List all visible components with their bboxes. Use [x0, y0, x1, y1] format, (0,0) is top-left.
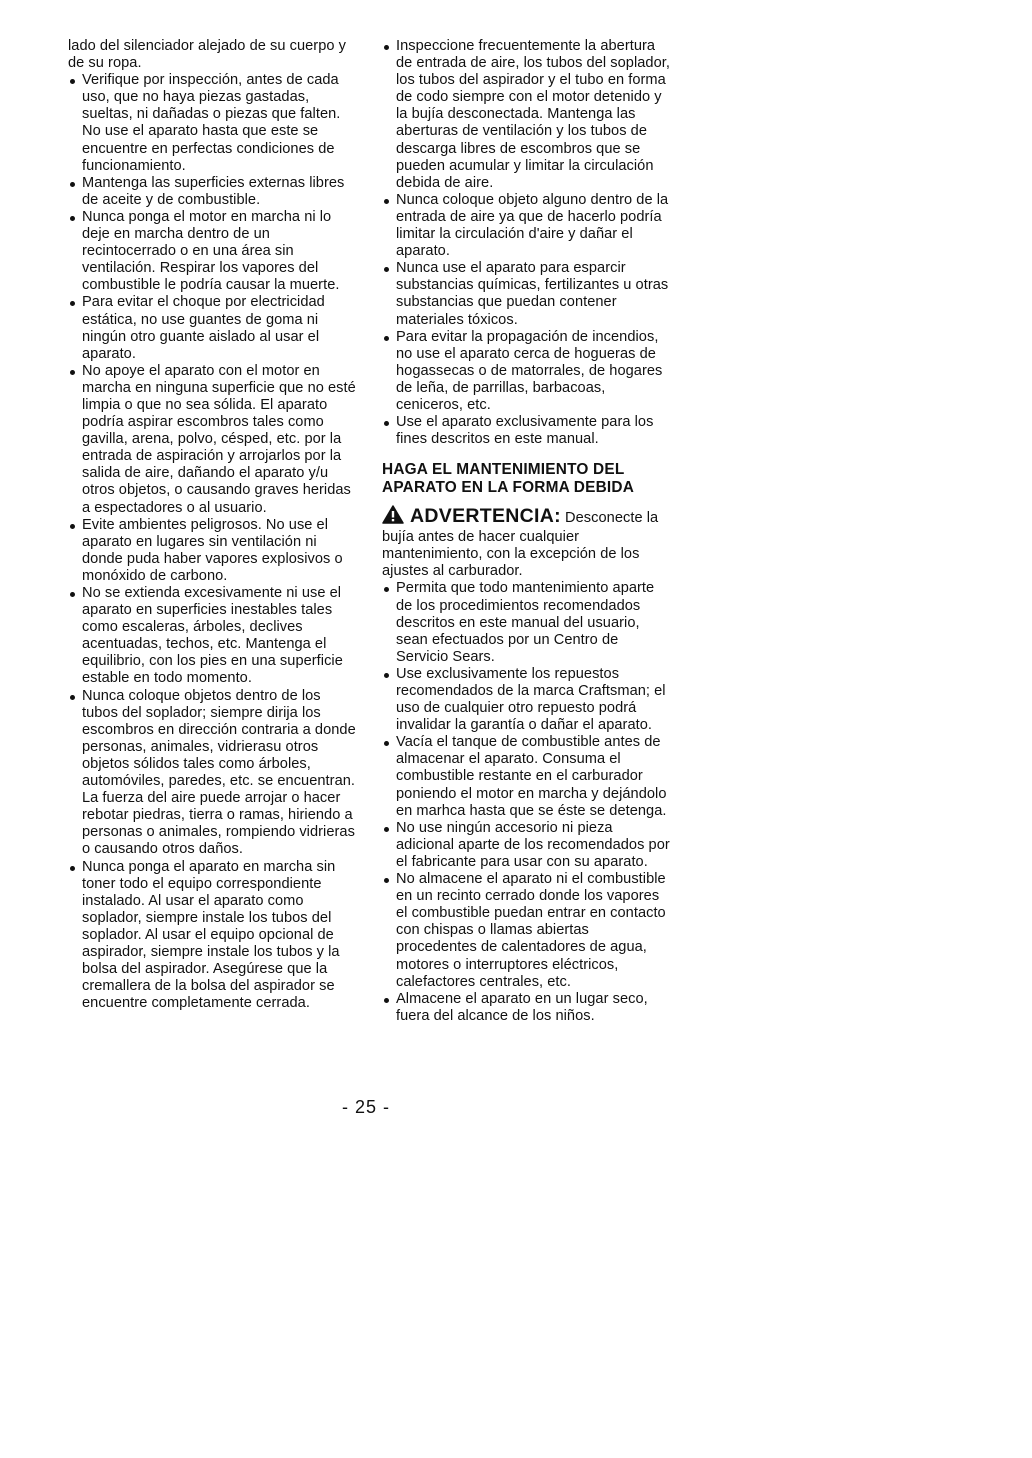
heading-line: HAGA EL MANTENIMIENTO DEL — [382, 461, 625, 479]
maintenance-heading — [382, 461, 672, 496]
safety-list-right — [382, 38, 672, 448]
list-item: Almacene el aparato en un lugar seco, fuera del alcance de los niños. — [382, 991, 672, 1025]
list-item: Inspeccione frecuentemente la abertura de entrada de aire, los tubos del soplador, los tubos del aspirador y el tubo en forma de codo siempre con el motor detenido y la bujía desconectada. Mantenga las aberturas de ventilación y los tubos de descarga libres de escombros que se pueden acumular y limitar la circulación debida de aire. — [382, 38, 672, 192]
warning-paragraph — [382, 505, 672, 580]
list-item: Use exclusivamente los repuestos recomendados de la marca Craftsman; el uso de cualquier otro repuesto podrá invalidar la garantía o dañar el aparato. — [382, 666, 672, 734]
list-item: No se extienda excesivamente ni use el aparato en superficies inestables tales como escaleras, árboles, declives acentuadas, techos, etc. Mantenga el equilibrio, con los pies en una superficie estable en todo momento. — [68, 585, 358, 688]
safety-list-left — [68, 72, 358, 1012]
list-item: Nunca ponga el aparato en marcha sin toner todo el equipo correspondiente instalado. Al usar el aparato como soplador, siempre instale los tubos del soplador. Al usar el equipo opcional de aspirador, siempre instale los tubos y la bolsa del aspirador. Asegúrese que la cremallera de la bolsa del aspirador se encuentre completamente cerrada. — [68, 859, 358, 1013]
list-item: Nunca ponga el motor en marcha ni lo deje en marcha dentro de un recintocerrado o en una área sin ventilación. Respirar los vapores del combustible le podría causar la muerte. — [68, 209, 358, 294]
list-item: Nunca coloque objetos dentro de los tubos del soplador; siempre dirija los escombros en dirección contraria a donde personas, animales, vidrierasu otros objetos sólidos tales como árboles, automóviles, paredes, etc. se encuentran. La fuerza del aire puede arrojar o hacer rebotar piedras, tierra o ramas, hiriendo a personas o animales, rompiendo vidrieras o causando otros daños. — [68, 688, 358, 859]
page-number: - 25 - — [341, 1097, 390, 1117]
list-item: Nunca use el aparato para esparcir substancias químicas, fertilizantes u otras substancias que puedan contener materiales tóxicos. — [382, 260, 672, 328]
left-column — [68, 38, 358, 1012]
maintenance-list — [382, 580, 672, 1024]
list-item: No apoye el aparato con el motor en marcha en ninguna superficie que no esté limpia o que no sea sólida. El aparato podría aspirar escombros tales como gavilla, arena, polvo, césped, etc. por la entrada de aspiración y arrojarlos por la salida de aire, dañando el aparato y/u otros objetos, o causando graves heridas a espectadores o al usuario. — [68, 363, 358, 517]
warning-triangle-icon — [382, 505, 404, 529]
list-item: Para evitar la propagación de incendios, no use el aparato cerca de hogueras de hogassecas o de matorrales, de hogares de leña, de parrillas, barbacoas, ceniceros, etc. — [382, 329, 672, 414]
list-item: Nunca coloque objeto alguno dentro de la entrada de aire ya que de hacerlo podría limitar la circulación d'aire y dañar el aparato. — [382, 192, 672, 260]
warning-text: Desconecte la bujía antes de hacer cualquier mantenimiento, con la excepción de los ajustes al carburador. — [382, 510, 659, 580]
list-item: Evite ambientes peligrosos. No use el aparato en lugares sin ventilación ni donde puda haber vapores explosivos o monóxido de carbono. — [68, 517, 358, 585]
list-item: No use ningún accesorio ni pieza adicional aparte de los recomendados por el fabricante para usar con su aparato. — [382, 820, 672, 871]
right-column — [382, 38, 672, 1025]
list-item: Para evitar el choque por electricidad estática, no use guantes de goma ni ningún otro guante aislado al usar el aparato. — [68, 294, 358, 362]
warning-label: ADVERTENCIA: — [410, 505, 561, 528]
list-item: Use el aparato exclusivamente para los fines descritos en este manual. — [382, 414, 672, 448]
list-item: Permita que todo mantenimiento aparte de los procedimientos recomendados descritos en este manual del usuario, sean efectuados por un Centro de Servicio Sears. — [382, 580, 672, 665]
continued-paragraph: lado del silenciador alejado de su cuerpo y de su ropa. — [68, 38, 346, 72]
list-item: No almacene el aparato ni el combustible en un recinto cerrado donde los vapores el combustible puedan entrar en contacto con chispas o llamas abiertas procedentes de calentadores de agua, motores o interruptores eléctricos, calefactores centrales, etc. — [382, 871, 672, 991]
list-item: Mantenga las superficies externas libres de aceite y de combustible. — [68, 175, 358, 209]
heading-line: APARATO EN LA FORMA DEBIDA — [382, 478, 635, 496]
list-item: Verifique por inspección, antes de cada uso, que no haya piezas gastadas, sueltas, ni dañadas o piezas que falten. No use el aparato hasta que este se encuentre en perfectas condiciones de funcionamiento. — [68, 72, 358, 175]
list-item: Vacía el tanque de combustible antes de almacenar el aparato. Consuma el combustible restante en el carburador poniendo el motor en marcha y dejándolo en marhca hasta que se éste se detenga. — [382, 734, 672, 819]
